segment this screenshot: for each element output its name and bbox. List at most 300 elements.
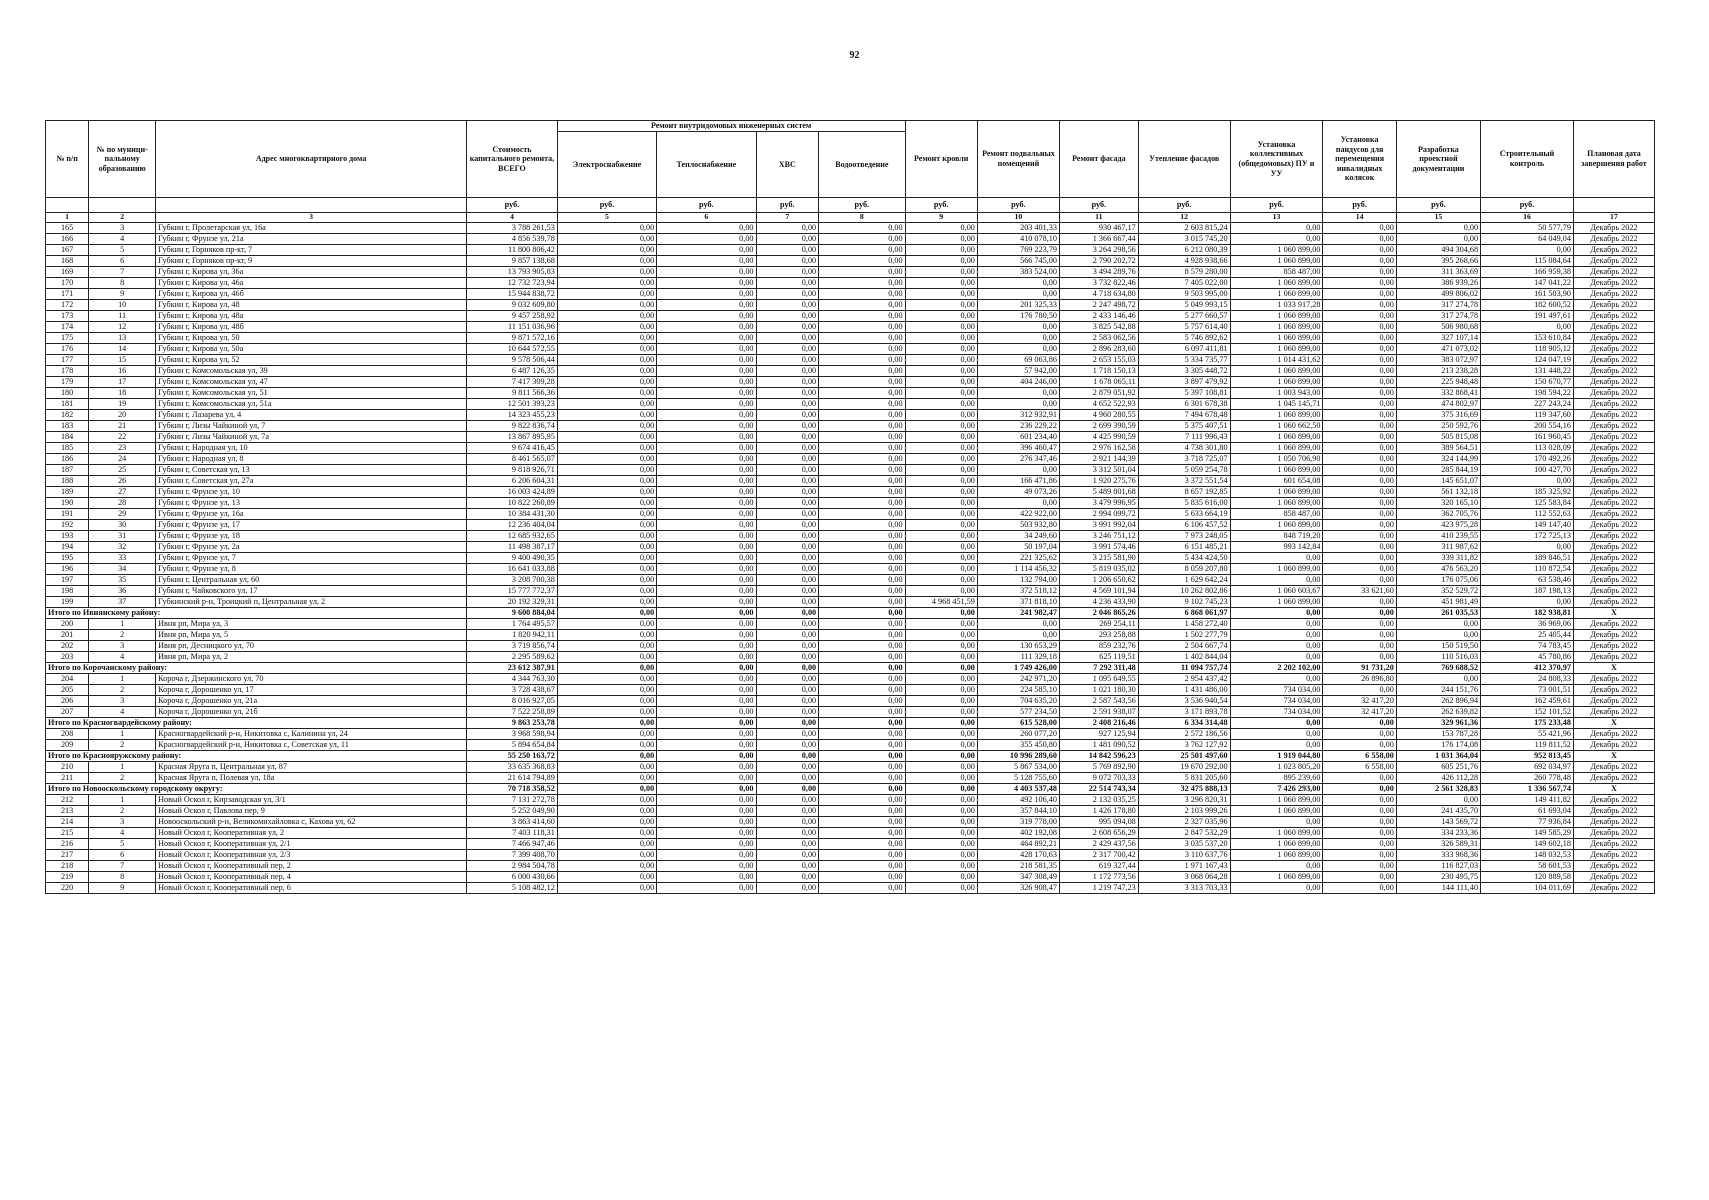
table-row <box>46 553 1655 564</box>
address-cell: Новый Оскол г, Павлова пер, 9 <box>156 806 467 817</box>
unit-cell: руб. <box>1481 198 1574 213</box>
table-cell: 0,00 <box>657 883 756 894</box>
table-cell: 175 <box>46 333 89 344</box>
table-cell: 0,00 <box>557 817 656 828</box>
table-cell: 389 564,51 <box>1396 443 1480 454</box>
table-cell: 218 581,35 <box>977 861 1059 872</box>
subtotal-cell: 2 046 865,26 <box>1059 608 1138 619</box>
table-cell: 2 <box>89 806 156 817</box>
table-cell: 0,00 <box>557 366 656 377</box>
date-cell: Декабрь 2022 <box>1573 421 1654 432</box>
address-cell: Ивня рп, Мира ул, 5 <box>156 630 467 641</box>
table-cell: 2 608 656,29 <box>1059 828 1138 839</box>
table-cell: 0,00 <box>557 344 656 355</box>
table-cell: 561 132,18 <box>1396 487 1480 498</box>
table-cell: 2 132 035,25 <box>1059 795 1138 806</box>
subtotal-cell: X <box>1573 718 1654 729</box>
table-cell: 0,00 <box>905 333 977 344</box>
table-cell: 0,00 <box>756 454 819 465</box>
table-cell: 0,00 <box>819 487 905 498</box>
table-cell: 993 142,84 <box>1230 542 1323 553</box>
table-cell: 506 980,68 <box>1396 322 1480 333</box>
table-cell: 230 495,75 <box>1396 872 1480 883</box>
table-cell: 176 780,50 <box>977 311 1059 322</box>
table-cell: 0,00 <box>557 278 656 289</box>
date-cell: Декабрь 2022 <box>1573 256 1654 267</box>
table-cell: 202 <box>46 641 89 652</box>
table-cell: 464 892,21 <box>977 839 1059 850</box>
col-header-ramps: Установка пандусов для перемещения инвалидных колясок <box>1323 121 1396 198</box>
col-header-planned-date: Плановая дата завершения работ <box>1573 121 1654 198</box>
table-cell: 0,00 <box>977 289 1059 300</box>
subtotal-cell: 0,00 <box>657 663 756 674</box>
table-cell: 0,00 <box>1323 773 1396 784</box>
table-cell: 0,00 <box>557 652 656 663</box>
subtotal-cell: 22 514 743,34 <box>1059 784 1138 795</box>
address-cell: Короча г, Дзержинского ул, 70 <box>156 674 467 685</box>
table-cell: 0,00 <box>905 641 977 652</box>
address-cell: Губкин г, Советская ул, 27а <box>156 476 467 487</box>
table-cell: 208 <box>46 729 89 740</box>
table-cell: 24 <box>89 454 156 465</box>
table-row <box>46 531 1655 542</box>
table-cell: 2 327 035,96 <box>1138 817 1230 828</box>
table-cell: 1 219 747,23 <box>1059 883 1138 894</box>
table-cell: 352 529,72 <box>1396 586 1480 597</box>
table-cell: 0,00 <box>557 630 656 641</box>
table-cell: 0,00 <box>819 729 905 740</box>
table-cell: 8 461 565,07 <box>467 454 558 465</box>
col-header-sewerage: Водоотведение <box>819 132 905 198</box>
table-cell: 147 041,22 <box>1481 278 1574 289</box>
table-cell: 0,00 <box>905 322 977 333</box>
table-cell: 1 060 899,00 <box>1230 410 1323 421</box>
subtotal-cell: 7 292 311,48 <box>1059 663 1138 674</box>
table-cell: 0,00 <box>1323 476 1396 487</box>
table-cell: 0,00 <box>557 740 656 751</box>
table-cell: 0,00 <box>905 311 977 322</box>
table-row <box>46 487 1655 498</box>
table-cell: 3 719 856,74 <box>467 641 558 652</box>
table-cell: 1 060 899,00 <box>1230 289 1323 300</box>
subtotal-cell: 0,00 <box>905 608 977 619</box>
address-cell: Губкин г, Фрунзе ул, 2а <box>156 542 467 553</box>
subtotal-cell: 91 731,20 <box>1323 663 1396 674</box>
table-cell: 0,00 <box>657 531 756 542</box>
table-cell: 7 131 272,78 <box>467 795 558 806</box>
table-cell: 0,00 <box>1323 861 1396 872</box>
table-row <box>46 630 1655 641</box>
table-cell: 262 639,82 <box>1396 707 1480 718</box>
table-cell: 23 <box>89 443 156 454</box>
table-cell: 0,00 <box>1323 410 1396 421</box>
table-cell: 0,00 <box>819 245 905 256</box>
table-cell: 0,00 <box>819 542 905 553</box>
table-cell: 0,00 <box>756 817 819 828</box>
table-cell: 5 252 049,90 <box>467 806 558 817</box>
table-cell: 5 746 892,62 <box>1138 333 1230 344</box>
table-cell: 7 405 022,00 <box>1138 278 1230 289</box>
address-cell: Красногвардейский р-н, Никитовка с, Калинина ул, 24 <box>156 729 467 740</box>
table-cell: 0,00 <box>905 817 977 828</box>
column-number-cell: 17 <box>1573 213 1654 223</box>
date-cell: Декабрь 2022 <box>1573 410 1654 421</box>
address-cell: Губкин г, Фрунзе ул, 13 <box>156 498 467 509</box>
table-cell: 0,00 <box>557 531 656 542</box>
table-cell: 3 171 893,78 <box>1138 707 1230 718</box>
date-cell: Декабрь 2022 <box>1573 652 1654 663</box>
table-cell: 28 <box>89 498 156 509</box>
table-cell: 0,00 <box>557 465 656 476</box>
date-cell: Декабрь 2022 <box>1573 355 1654 366</box>
table-cell: 0,00 <box>557 575 656 586</box>
table-cell: 9 503 995,00 <box>1138 289 1230 300</box>
table-cell: 61 693,04 <box>1481 806 1574 817</box>
table-cell: 0,00 <box>905 399 977 410</box>
table-cell: 242 971,20 <box>977 674 1059 685</box>
table-cell: 474 802,97 <box>1396 399 1480 410</box>
table-cell: 0,00 <box>557 234 656 245</box>
table-cell: 161 503,90 <box>1481 289 1574 300</box>
table-cell: 0,00 <box>756 630 819 641</box>
table-cell: 250 592,76 <box>1396 421 1480 432</box>
table-cell: 383 072,97 <box>1396 355 1480 366</box>
subtotal-cell: 0,00 <box>756 663 819 674</box>
subtotal-cell: 0,00 <box>819 663 905 674</box>
table-cell: 3 264 298,56 <box>1059 245 1138 256</box>
table-cell: 0,00 <box>756 476 819 487</box>
table-cell: 0,00 <box>905 883 977 894</box>
table-cell: 32 <box>89 542 156 553</box>
address-cell: Губкин г, Кирова ул, 52 <box>156 355 467 366</box>
table-cell: 2 <box>89 773 156 784</box>
table-cell: 0,00 <box>557 553 656 564</box>
table-cell: 0,00 <box>657 652 756 663</box>
table-cell: 704 635,20 <box>977 696 1059 707</box>
table-cell: 0,00 <box>905 729 977 740</box>
table-cell: 0,00 <box>1323 575 1396 586</box>
date-cell: Декабрь 2022 <box>1573 223 1654 234</box>
table-cell: 3 991 574,46 <box>1059 542 1138 553</box>
table-cell: 13 <box>89 333 156 344</box>
subtotal-cell: 9 863 253,78 <box>467 718 558 729</box>
table-cell: 3 312 501,04 <box>1059 465 1138 476</box>
table-cell: 0,00 <box>657 487 756 498</box>
table-cell: 0,00 <box>657 245 756 256</box>
column-number-cell: 16 <box>1481 213 1574 223</box>
table-cell: 0,00 <box>1230 619 1323 630</box>
table-cell: 196 <box>46 564 89 575</box>
subtotal-cell: 0,00 <box>657 784 756 795</box>
table-cell: 0,00 <box>1323 256 1396 267</box>
table-cell: 1 114 456,32 <box>977 564 1059 575</box>
table-cell: 0,00 <box>1230 674 1323 685</box>
subtotal-cell: 0,00 <box>905 718 977 729</box>
table-cell: 0,00 <box>557 641 656 652</box>
table-row <box>46 278 1655 289</box>
table-cell: 9 032 609,80 <box>467 300 558 311</box>
table-header <box>46 121 1655 223</box>
table-row <box>46 652 1655 663</box>
table-cell: 241 435,70 <box>1396 806 1480 817</box>
table-cell: 0,00 <box>756 872 819 883</box>
table-cell: 4 960 280,55 <box>1059 410 1138 421</box>
subtotal-cell: 0,00 <box>819 784 905 795</box>
table-row <box>46 300 1655 311</box>
table-row <box>46 454 1655 465</box>
table-cell: 312 932,91 <box>977 410 1059 421</box>
table-cell: 3 718 725,07 <box>1138 454 1230 465</box>
table-cell: 5 108 482,12 <box>467 883 558 894</box>
table-cell: 119 811,52 <box>1481 740 1574 751</box>
date-cell: Декабрь 2022 <box>1573 762 1654 773</box>
table-cell: 0,00 <box>657 465 756 476</box>
table-cell: 225 948,48 <box>1396 377 1480 388</box>
table-cell: 176 174,08 <box>1396 740 1480 751</box>
date-cell: Декабрь 2022 <box>1573 542 1654 553</box>
table-cell: 0,00 <box>557 861 656 872</box>
address-cell: Губкин г, Фрунзе ул, 8 <box>156 564 467 575</box>
table-cell: 19 <box>89 399 156 410</box>
date-cell: Декабрь 2022 <box>1573 333 1654 344</box>
unit-cell: руб. <box>819 198 905 213</box>
table-cell: 0,00 <box>905 564 977 575</box>
table-cell: 0,00 <box>756 498 819 509</box>
date-cell: Декабрь 2022 <box>1573 443 1654 454</box>
address-cell: Губкин г, Лизы Чайкиной ул, 7 <box>156 421 467 432</box>
table-cell: 734 034,00 <box>1230 707 1323 718</box>
date-cell: Декабрь 2022 <box>1573 817 1654 828</box>
date-cell: Декабрь 2022 <box>1573 707 1654 718</box>
table-cell: 3 762 127,92 <box>1138 740 1230 751</box>
table-cell: 15 944 838,72 <box>467 289 558 300</box>
units-row <box>46 198 1655 213</box>
table-row <box>46 795 1655 806</box>
table-cell: 1 060 899,00 <box>1230 366 1323 377</box>
table-cell: 3 732 822,46 <box>1059 278 1138 289</box>
table-cell: 2 976 162,58 <box>1059 443 1138 454</box>
subtotal-cell: 0,00 <box>756 608 819 619</box>
table-cell: 0,00 <box>977 333 1059 344</box>
table-row <box>46 674 1655 685</box>
table-cell: 0,00 <box>905 740 977 751</box>
table-cell: 5 867 534,00 <box>977 762 1059 773</box>
table-cell: 244 151,76 <box>1396 685 1480 696</box>
table-cell: 1 021 180,30 <box>1059 685 1138 696</box>
table-cell: 0,00 <box>1323 872 1396 883</box>
table-cell: 110 516,03 <box>1396 652 1480 663</box>
table-row <box>46 366 1655 377</box>
date-cell: Декабрь 2022 <box>1573 839 1654 850</box>
table-cell: 0,00 <box>905 487 977 498</box>
table-cell: 34 <box>89 564 156 575</box>
table-row <box>46 883 1655 894</box>
address-cell: Губкин г, Советская ул, 13 <box>156 465 467 476</box>
table-cell: 0,00 <box>657 355 756 366</box>
col-header-facade: Ремонт фасада <box>1059 121 1138 198</box>
subtotal-cell: 0,00 <box>756 751 819 762</box>
subtotal-cell: X <box>1573 751 1654 762</box>
table-cell: 0,00 <box>819 432 905 443</box>
table-cell: 0,00 <box>557 872 656 883</box>
col-header-roof: Ремонт кровли <box>905 121 977 198</box>
table-cell: 0,00 <box>819 278 905 289</box>
subtotal-cell: 1 336 567,74 <box>1481 784 1574 795</box>
table-cell: 186 <box>46 454 89 465</box>
table-cell: 2 790 202,72 <box>1059 256 1138 267</box>
table-cell: 6 000 430,66 <box>467 872 558 883</box>
table-cell: 1 060 899,00 <box>1230 839 1323 850</box>
table-cell: 317 274,78 <box>1396 311 1480 322</box>
table-cell: 0,00 <box>557 806 656 817</box>
table-cell: 0,00 <box>657 333 756 344</box>
table-cell: 162 459,61 <box>1481 696 1574 707</box>
table-cell: 423 975,28 <box>1396 520 1480 531</box>
subtotal-row <box>46 608 1655 619</box>
table-row <box>46 707 1655 718</box>
table-cell: 0,00 <box>905 454 977 465</box>
unit-cell: руб. <box>1230 198 1323 213</box>
table-cell: 1 060 899,00 <box>1230 795 1323 806</box>
table-cell: 5 128 755,60 <box>977 773 1059 784</box>
address-cell: Губкин г, Комсомольская ул, 39 <box>156 366 467 377</box>
table-cell: 0,00 <box>819 399 905 410</box>
date-cell: Декабрь 2022 <box>1573 641 1654 652</box>
table-cell: 187 198,13 <box>1481 586 1574 597</box>
table-cell: 12 501 393,23 <box>467 399 558 410</box>
table-cell: 0,00 <box>1481 597 1574 608</box>
subtotal-cell: 2 408 216,46 <box>1059 718 1138 729</box>
address-cell: Ивня рп, Мира ул, 2 <box>156 652 467 663</box>
table-cell: 0,00 <box>905 256 977 267</box>
table-cell: 0,00 <box>557 586 656 597</box>
table-row <box>46 355 1655 366</box>
table-cell: 605 251,76 <box>1396 762 1480 773</box>
subtotal-cell: 0,00 <box>756 718 819 729</box>
table-cell: 0,00 <box>557 773 656 784</box>
table-cell: 0,00 <box>756 696 819 707</box>
table-cell: 3 305 448,72 <box>1138 366 1230 377</box>
table-cell: 1 060 662,50 <box>1230 421 1323 432</box>
table-cell: 404 246,00 <box>977 377 1059 388</box>
table-cell: 0,00 <box>557 377 656 388</box>
table-cell: 0,00 <box>756 223 819 234</box>
table-cell: 260 778,48 <box>1481 773 1574 784</box>
table-cell: 0,00 <box>905 806 977 817</box>
table-cell: 0,00 <box>756 256 819 267</box>
table-cell: 1 458 272,40 <box>1138 619 1230 630</box>
table-cell: 4 <box>89 707 156 718</box>
table-cell: 0,00 <box>756 883 819 894</box>
address-cell: Красная Яруга п, Полевая ул, 18а <box>156 773 467 784</box>
table-cell: 0,00 <box>657 806 756 817</box>
table-cell: 494 304,68 <box>1396 245 1480 256</box>
table-cell: 125 583,84 <box>1481 498 1574 509</box>
table-cell: 10 384 431,30 <box>467 509 558 520</box>
table-cell: 29 <box>89 509 156 520</box>
table-cell: 1 014 431,62 <box>1230 355 1323 366</box>
table-cell: 0,00 <box>557 443 656 454</box>
table-cell: 195 <box>46 553 89 564</box>
table-cell: 0,00 <box>1323 498 1396 509</box>
column-number-cell: 3 <box>156 213 467 223</box>
table-cell: 1 502 277,79 <box>1138 630 1230 641</box>
table-row <box>46 377 1655 388</box>
table-cell: 0,00 <box>756 421 819 432</box>
table-cell: 0,00 <box>657 553 756 564</box>
table-cell: 0,00 <box>819 806 905 817</box>
subtotal-cell: 0,00 <box>657 718 756 729</box>
subtotal-label: Итого по Краснояружскому району: <box>46 751 467 762</box>
table-cell: 0,00 <box>756 322 819 333</box>
table-cell: 6 301 678,38 <box>1138 399 1230 410</box>
table-cell: 115 084,64 <box>1481 256 1574 267</box>
address-cell: Губкин г, Кирова ул, 46б <box>156 289 467 300</box>
table-cell: 25 <box>89 465 156 476</box>
table-cell: 0,00 <box>905 476 977 487</box>
subtotal-label: Итого по Новооскольскому городскому округу: <box>46 784 467 795</box>
table-row <box>46 234 1655 245</box>
table-cell: 0,00 <box>756 707 819 718</box>
table-row <box>46 421 1655 432</box>
table-cell: 930 467,17 <box>1059 223 1138 234</box>
table-cell: 0,00 <box>657 410 756 421</box>
table-row <box>46 465 1655 476</box>
column-numbers-row <box>46 213 1655 223</box>
table-cell: 1 366 667,44 <box>1059 234 1138 245</box>
table-cell: 0,00 <box>557 223 656 234</box>
date-cell: Декабрь 2022 <box>1573 234 1654 245</box>
table-cell: 1 <box>89 795 156 806</box>
address-cell: Новый Оскол г, Кооперативный пер, 2 <box>156 861 467 872</box>
table-cell: 4 <box>89 652 156 663</box>
table-row <box>46 828 1655 839</box>
table-cell: 165 <box>46 223 89 234</box>
table-cell: 357 844,10 <box>977 806 1059 817</box>
table-cell: 333 968,36 <box>1396 850 1480 861</box>
col-header-construction-control: Строительный контроль <box>1481 121 1574 198</box>
table-cell: 1 060 899,00 <box>1230 432 1323 443</box>
table-cell: 5 831 205,60 <box>1138 773 1230 784</box>
address-cell: Новый Оскол г, Кооперативная ул, 2/1 <box>156 839 467 850</box>
table-cell: 0,00 <box>557 476 656 487</box>
table-cell: 8 657 192,85 <box>1138 487 1230 498</box>
table-cell: 0,00 <box>657 289 756 300</box>
table-cell: 132 794,00 <box>977 575 1059 586</box>
table-cell: 0,00 <box>756 542 819 553</box>
unit-cell <box>1573 198 1654 213</box>
table-cell: 0,00 <box>557 520 656 531</box>
table-cell: 193 <box>46 531 89 542</box>
address-cell: Губкин г, Лизы Чайкиной ул, 7а <box>156 432 467 443</box>
table-cell: 276 347,46 <box>977 454 1059 465</box>
table-cell: 0,00 <box>756 432 819 443</box>
subtotal-label: Итого по Корочанскому району: <box>46 663 467 674</box>
table-cell: 285 844,19 <box>1396 465 1480 476</box>
table-cell: 24 808,33 <box>1481 674 1574 685</box>
table-cell: 0,00 <box>657 432 756 443</box>
table-cell: 3 788 261,53 <box>467 223 558 234</box>
table-cell: 0,00 <box>819 443 905 454</box>
table-cell: 0,00 <box>557 619 656 630</box>
table-cell: 149 585,29 <box>1481 828 1574 839</box>
table-cell: 0,00 <box>1323 245 1396 256</box>
address-cell: Ивня рп, Мира ул, 3 <box>156 619 467 630</box>
table-cell: 848 719,20 <box>1230 531 1323 542</box>
subtotal-row <box>46 663 1655 674</box>
table-cell: 33 621,60 <box>1323 586 1396 597</box>
subtotal-cell: 2 202 102,00 <box>1230 663 1323 674</box>
